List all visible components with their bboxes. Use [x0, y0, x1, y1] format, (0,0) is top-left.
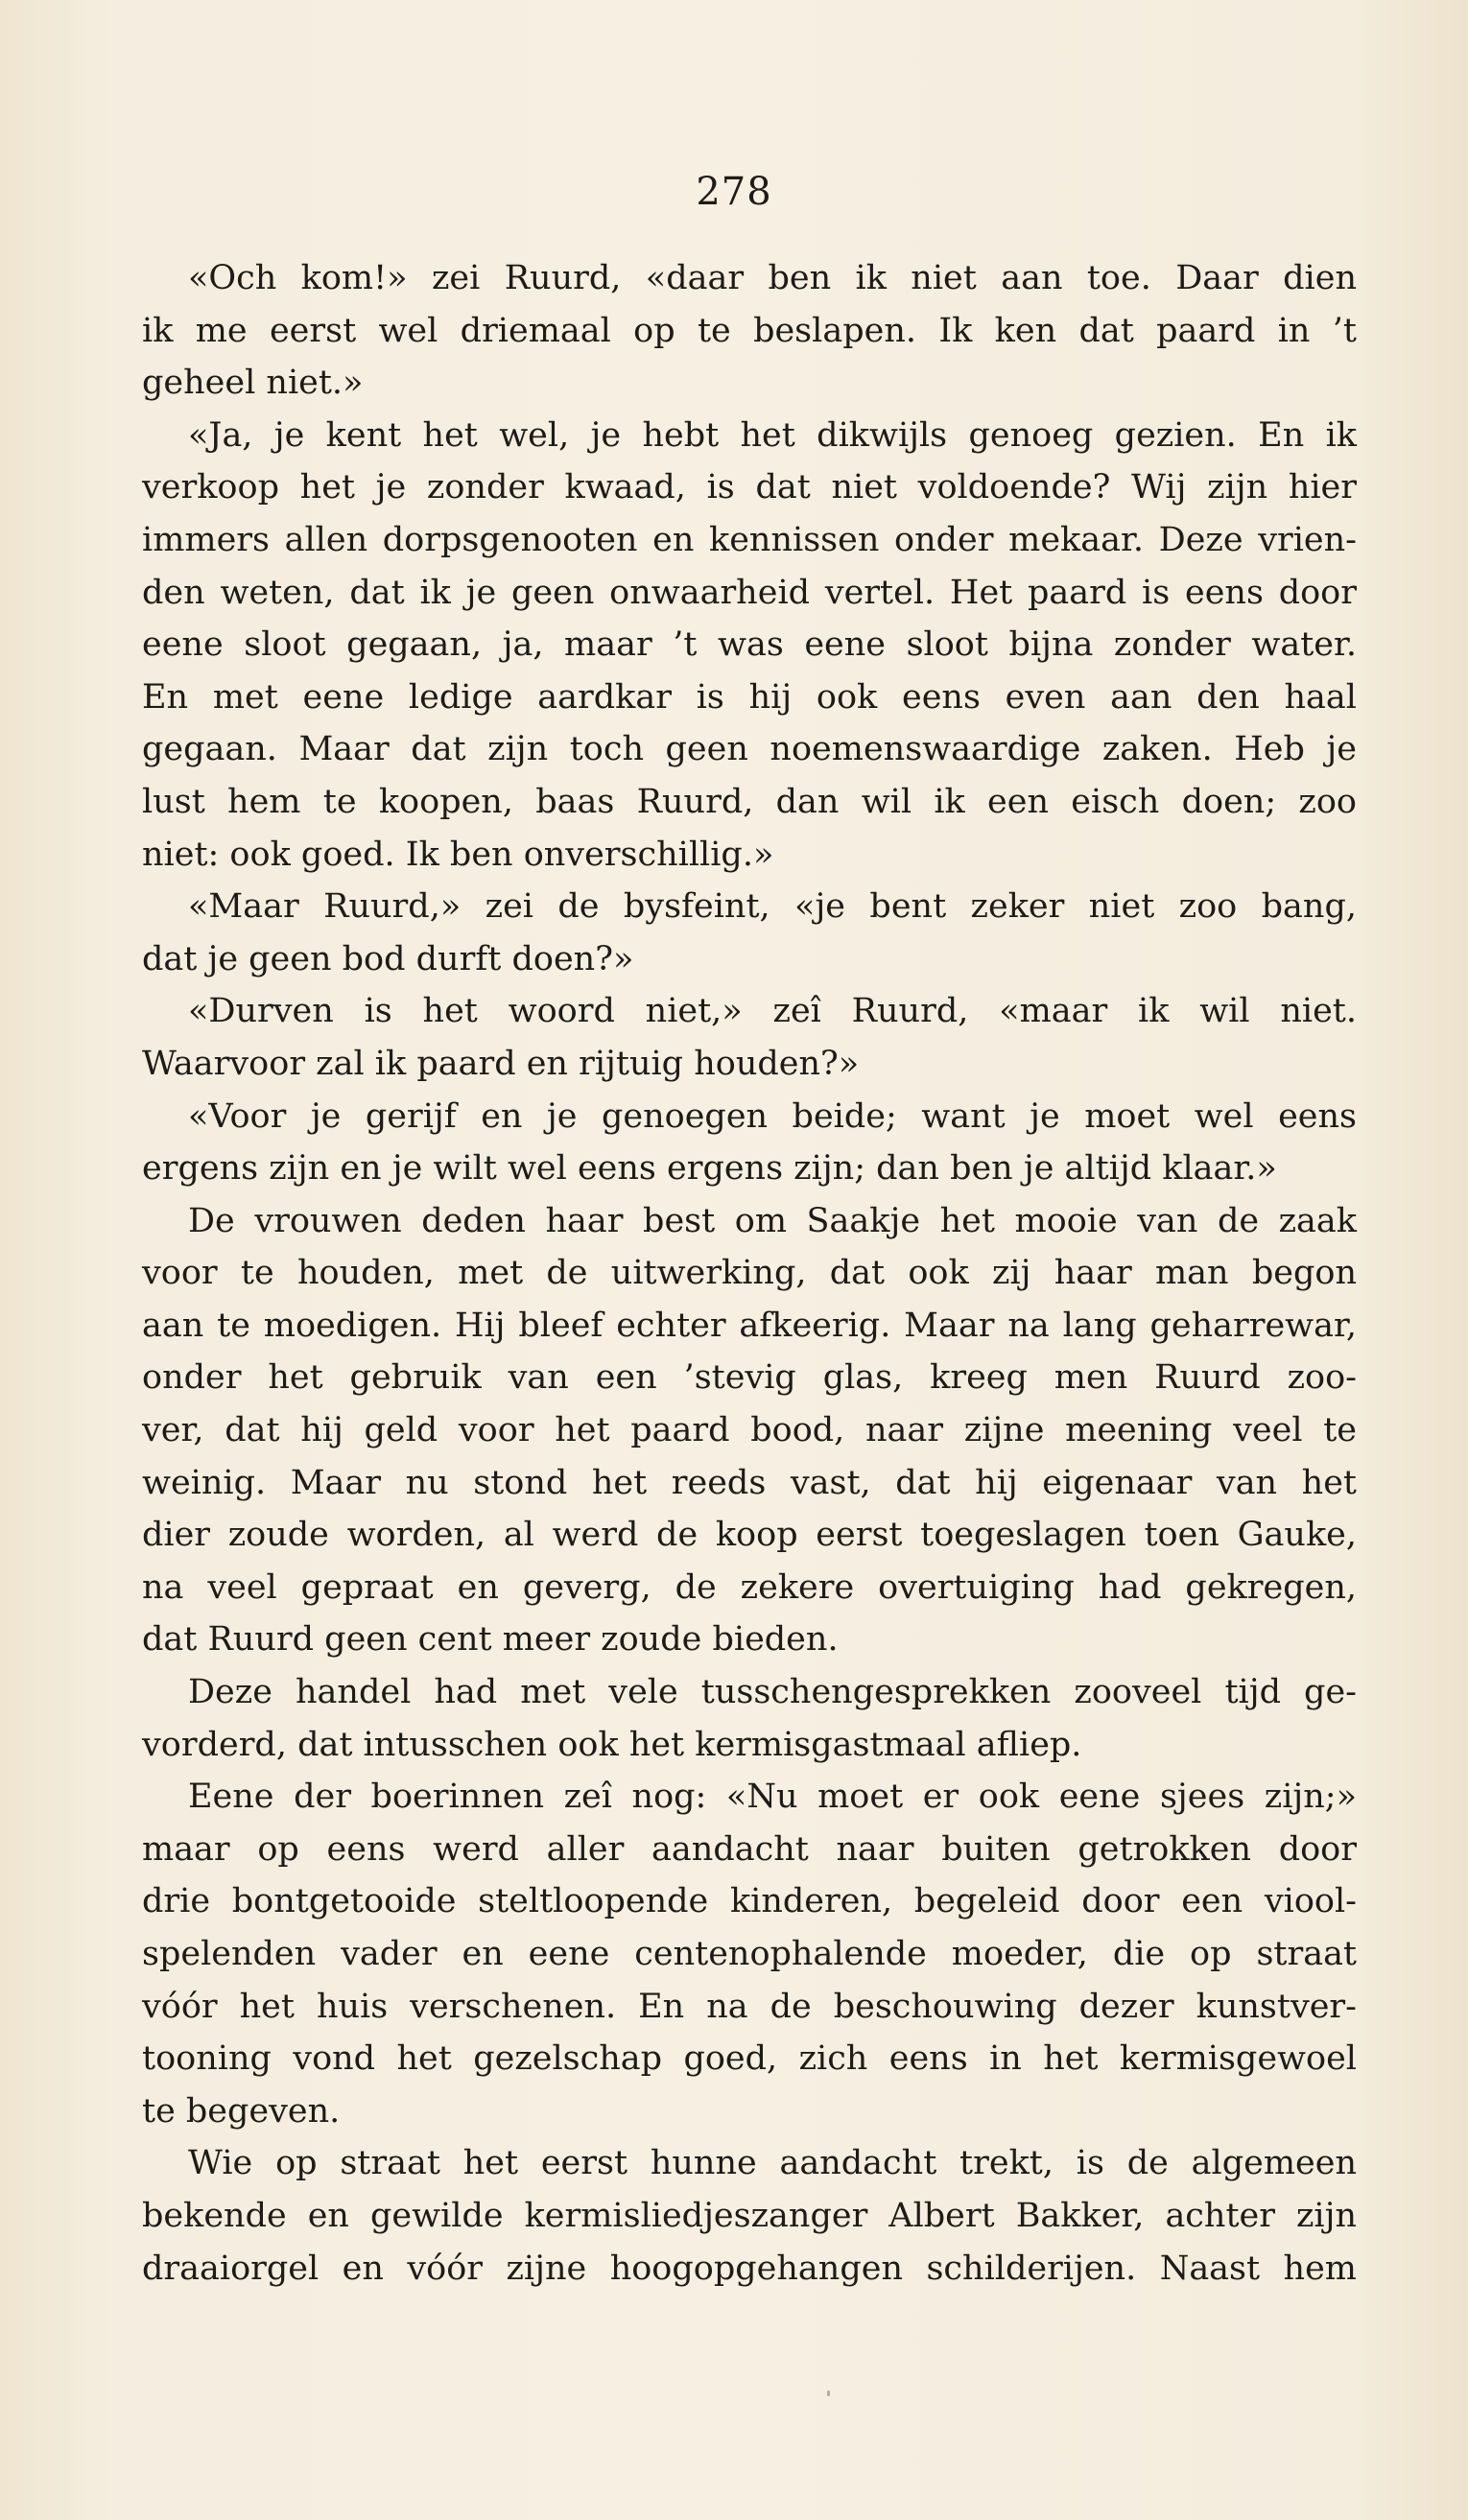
text-line: draaiorgel en vóór zijne hoogopgehangen schilderijen. Naast hem	[142, 2249, 1357, 2288]
text-line: ergens zijn en je wilt wel eens ergens zijn; dan ben je altijd klaar.»	[142, 1149, 1277, 1189]
text-line: maar op eens werd aller aandacht naar buiten getrokken door	[142, 1829, 1357, 1869]
paper-speck	[827, 2390, 830, 2396]
text-line: ik me eerst wel driemaal op te beslapen. Ik ken dat paard in ’t	[142, 311, 1357, 350]
text-line: «Durven is het woord niet,» zeî Ruurd, «maar ik wil niet.	[188, 992, 1357, 1031]
text-line: verkoop het je zonder kwaad, is dat niet voldoende? Wij zijn hier	[142, 468, 1357, 507]
text-line: Wie op straat het eerst hunne aandacht trekt, is de algemeen	[188, 2144, 1357, 2183]
text-line: «Och kom!» zei Ruurd, «daar ben ik niet aan toe. Daar dien	[188, 259, 1357, 297]
text-line: immers allen dorpsgenooten en kennissen onder mekaar. Deze vrien-	[142, 520, 1357, 559]
body-text	[142, 252, 1357, 2295]
text-line: ver, dat hij geld voor het paard bood, naar zijne meening veel te	[142, 1411, 1357, 1450]
text-line: Deze handel had met vele tusschengesprekken zooveel tijd ge-	[188, 1673, 1357, 1712]
text-line: eene sloot gegaan, ja, maar ’t was eene sloot bijna zonder water.	[142, 625, 1357, 665]
text-line: dier zoude worden, al werd de koop eerst toegeslagen toen Gauke,	[142, 1516, 1357, 1555]
text-line: gegaan. Maar dat zijn toch geen noemenswaardige zaken. Heb je	[142, 730, 1357, 769]
text-line: niet: ook goed. Ik ben onverschillig.»	[142, 835, 774, 874]
text-line: «Maar Ruurd,» zei de bysfeint, «je bent zeker niet zoo bang,	[188, 887, 1357, 927]
text-line: Eene der boerinnen zeî nog: «Nu moet er ook eene sjees zijn;»	[188, 1778, 1357, 1817]
text-line: onder het gebruik van een ’stevig glas, kreeg men Ruurd zoo-	[142, 1358, 1357, 1398]
text-line: vorderd, dat intusschen ook het kermisgastmaal afliep.	[142, 1725, 1082, 1764]
text-line: lust hem te koopen, baas Ruurd, dan wil ik een eisch doen; zoo	[142, 782, 1357, 821]
text-line: «Voor je gerijf en je genoegen beide; want je moet wel eens	[188, 1096, 1357, 1136]
text-line: aan te moedigen. Hij bleef echter afkeerig. Maar na lang geharrewar,	[142, 1306, 1357, 1345]
text-line: na veel gepraat en geverg, de zekere overtuiging had gekregen,	[142, 1567, 1357, 1607]
text-line: tooning vond het gezelschap goed, zich eens in het kermisgewoel	[142, 2039, 1357, 2079]
text-line: drie bontgetooide steltloopende kinderen, begeleid door een viool-	[142, 1882, 1357, 1921]
text-line: te begeven.	[142, 2091, 341, 2131]
text-line: dat je geen bod durft doen?»	[142, 939, 634, 978]
text-line: weinig. Maar nu stond het reeds vast, dat hij eigenaar van het	[142, 1463, 1357, 1502]
text-line: geheel niet.»	[142, 364, 364, 403]
text-line: De vrouwen deden haar best om Saakje het mooie van de zaak	[188, 1201, 1357, 1240]
text-line: spelenden vader en eene centenophalende moeder, die op straat	[142, 1935, 1357, 1973]
text-line: «Ja, je kent het wel, je hebt het dikwijls genoeg gezien. En ik	[188, 415, 1357, 455]
text-line: dat Ruurd geen cent meer zoude bieden.	[142, 1620, 839, 1660]
text-line: bekende en gewilde kermisliedjeszanger Albert Bakker, achter zijn	[142, 2196, 1357, 2235]
text-line: voor te houden, met de uitwerking, dat ook zij haar man begon	[142, 1254, 1357, 1293]
text-line: Waarvoor zal ik paard en rijtuig houden?»	[142, 1044, 860, 1083]
text-line: vóór het huis verschenen. En na de beschouwing dezer kunstver-	[142, 1987, 1357, 2026]
page-number: 278	[696, 170, 772, 214]
text-line: den weten, dat ik je geen onwaarheid vertel. Het paard is eens door	[142, 573, 1357, 612]
text-line: En met eene ledige aardkar is hij ook eens even aan den haal	[142, 677, 1357, 717]
